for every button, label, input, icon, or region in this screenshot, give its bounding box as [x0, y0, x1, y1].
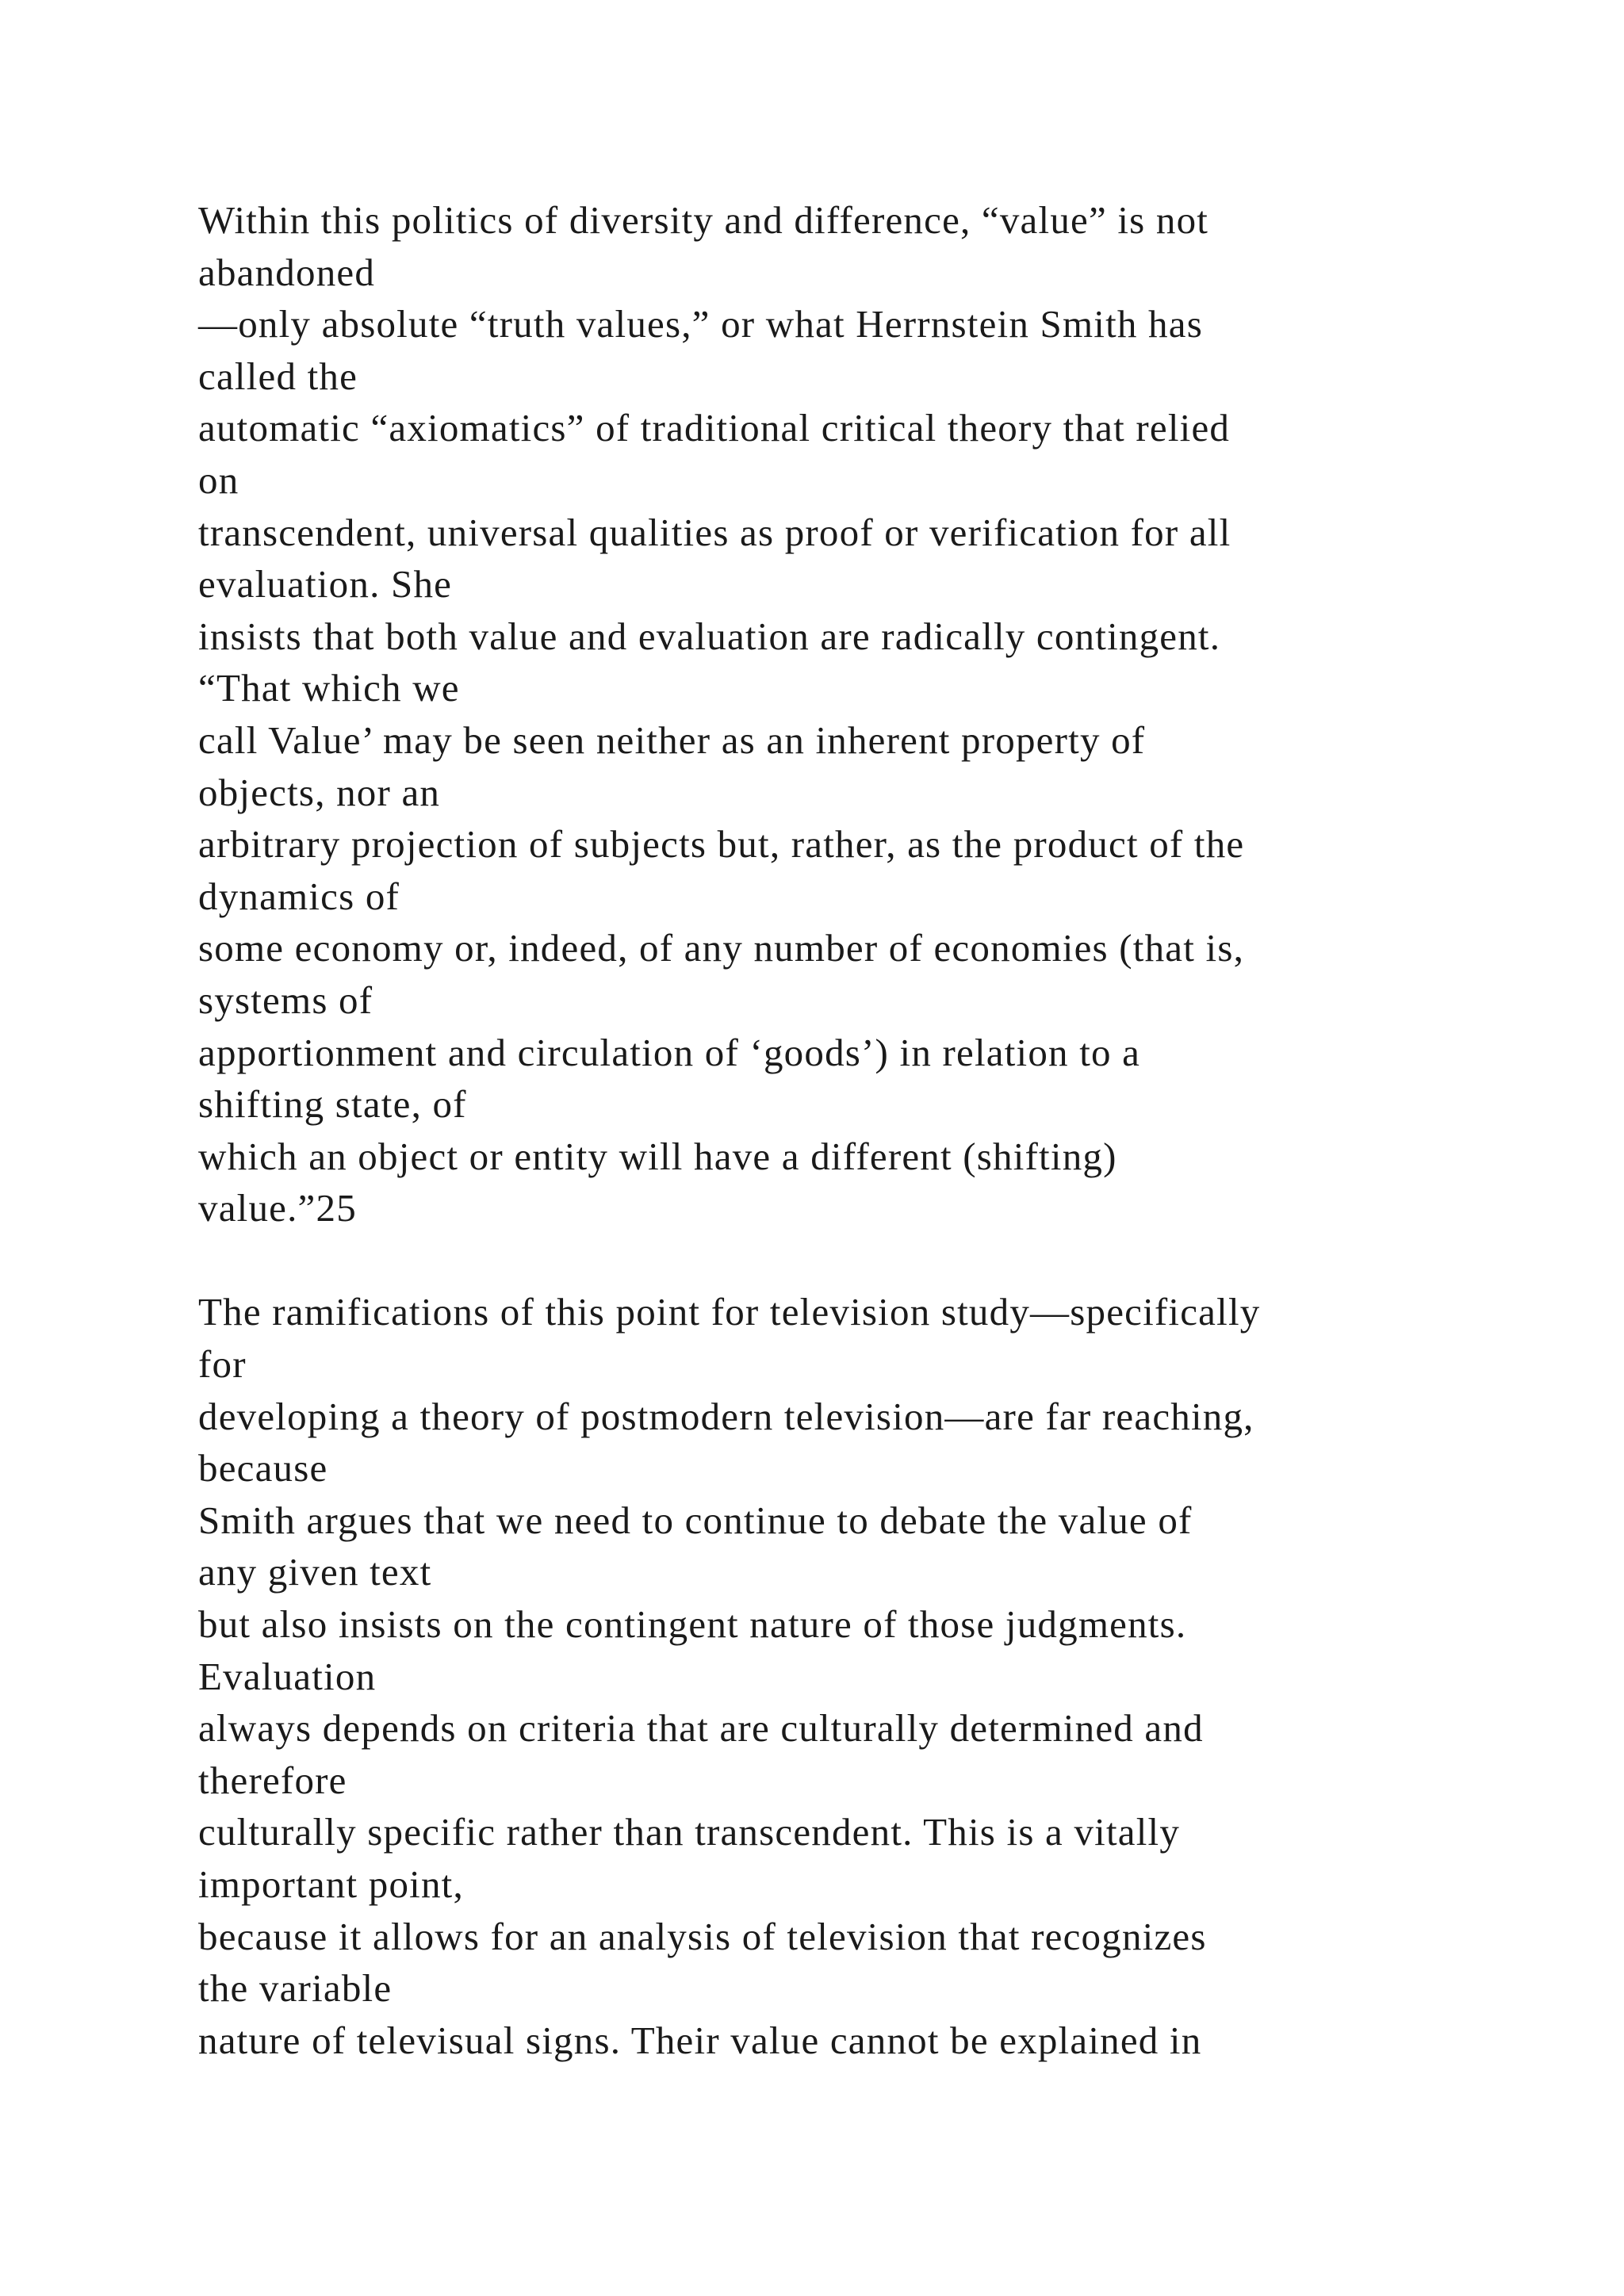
text-line: culturally specific rather than transcendent. This is a vitally	[198, 1810, 1181, 1854]
text-line: objects, nor an	[198, 770, 441, 814]
text-line: insists that both value and evaluation are radically contingent.	[198, 614, 1221, 658]
text-line: for	[198, 1342, 247, 1387]
text-line: always depends on criteria that are culturally determined and	[198, 1706, 1204, 1751]
text-line: systems of	[198, 978, 373, 1022]
text-line: nature of televisual signs. Their value cannot be explained in	[198, 2018, 1202, 2062]
text-line: evaluation. She	[198, 562, 453, 607]
text-line: on	[198, 457, 239, 502]
text-line: any given text	[198, 1550, 432, 1594]
document-page	[198, 194, 1507, 2066]
text-line: called the	[198, 354, 358, 398]
text-line: Smith argues that we need to continue to debate the value of	[198, 1498, 1193, 1542]
paragraph	[198, 1286, 1507, 2066]
text-line: arbitrary projection of subjects but, rather, as the product of the	[198, 822, 1245, 867]
text-line: call Value’ may be seen neither as an inherent property of	[198, 718, 1146, 762]
paragraph	[198, 194, 1507, 1234]
text-line: The ramifications of this point for television study—specifically	[198, 1290, 1261, 1334]
paragraph-spacer	[198, 1234, 1507, 1287]
text-line: developing a theory of postmodern television—are far reaching,	[198, 1394, 1254, 1438]
text-line: because it allows for an analysis of television that recognizes	[198, 1914, 1207, 1958]
text-line: automatic “axiomatics” of traditional critical theory that relied	[198, 406, 1231, 450]
text-line: abandoned	[198, 250, 376, 294]
text-line: Within this politics of diversity and difference, “value” is not	[198, 198, 1209, 242]
text-line: value.”25	[198, 1186, 357, 1230]
text-line: Evaluation	[198, 1654, 377, 1698]
text-line: transcendent, universal qualities as proof or verification for all	[198, 510, 1231, 554]
text-line: important point,	[198, 1862, 464, 1906]
text-line: apportionment and circulation of ‘goods’) in relation to a	[198, 1030, 1141, 1074]
text-line: —only absolute “truth values,” or what Herrnstein Smith has	[198, 302, 1203, 346]
text-line: some economy or, indeed, of any number of economies (that is,	[198, 926, 1245, 970]
text-line: therefore	[198, 1758, 347, 1802]
text-line: the variable	[198, 1966, 393, 2011]
text-line: shifting state, of	[198, 1082, 467, 1127]
text-line: “That which we	[198, 666, 460, 710]
text-line: dynamics of	[198, 874, 400, 918]
text-line: because	[198, 1446, 328, 1490]
text-line: but also insists on the contingent nature of those judgments.	[198, 1602, 1187, 1647]
text-line: which an object or entity will have a different (shifting)	[198, 1134, 1117, 1178]
